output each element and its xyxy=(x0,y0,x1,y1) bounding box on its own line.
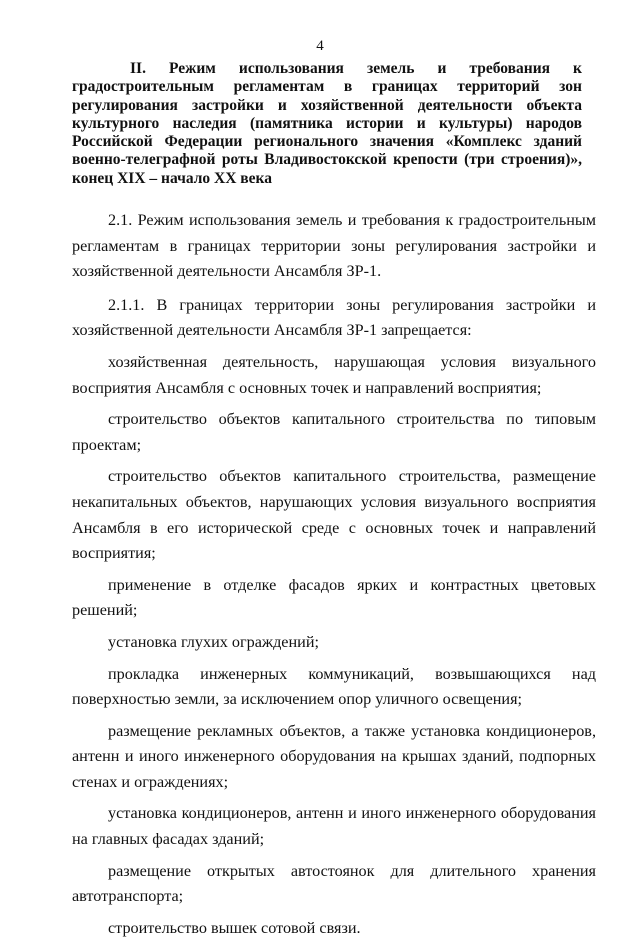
heading-line: Российской Федерации регионального значения «Комплекс зданий xyxy=(72,133,582,151)
list-item: строительство объектов капитального строительства, размещение некапитальных объектов, нарушающих условия визуального восприятия Ансамбля в его исторической среде с основных точек и направлений восприятия; xyxy=(72,467,596,563)
list-item: применение в отделке фасадов ярких и контрастных цветовых решений; xyxy=(72,575,596,620)
paragraph-2-1: 2.1. Режим использования земель и требования к градостроительным регламентам в границах территории зоны регулирования застройки и хозяйственной деятельности Ансамбля ЗР-1. xyxy=(72,211,596,281)
page-number: 4 xyxy=(316,38,324,54)
list-item: прокладка инженерных коммуникаций, возвышающихся над поверхностью земли, за исключением опор уличного освещения; xyxy=(72,664,596,709)
document-body xyxy=(72,208,596,941)
section-heading xyxy=(72,60,582,188)
heading-line: конец XIX – начало XX века xyxy=(72,169,272,187)
list-item: размещение открытых автостоянок для длительного хранения автотранспорта; xyxy=(72,861,596,906)
heading-line: градостроительным регламентам в границах территорий зон xyxy=(72,78,582,96)
list-item: размещение рекламных объектов, а также установка кондиционеров, антенн и иного инженерного оборудования на крышах зданий, подпорных стенах и ограждениях; xyxy=(72,721,596,791)
list-item: установка кондиционеров, антенн и иного инженерного оборудования на главных фасадах зданий; xyxy=(72,804,596,849)
list-item: строительство вышек сотовой связи. xyxy=(108,918,361,937)
list-item: строительство объектов капитального строительства по типовым проектам; xyxy=(72,410,596,454)
heading-line: II. Режим использования земель и требования к xyxy=(130,60,582,77)
paragraph-2-1-1: 2.1.1. В границах территории зоны регулирования застройки и хозяйственной деятельности Ансамбля ЗР-1 запрещается: xyxy=(72,295,596,340)
heading-line: культурного наследия (памятника истории и культуры) народов xyxy=(72,114,582,132)
list-item: установка глухих ограждений; xyxy=(108,632,319,651)
list-item: хозяйственная деятельность, нарушающая условия визуального восприятия Ансамбля с основных точек и направлений восприятия; xyxy=(72,352,596,397)
heading-line: военно-телеграфной роты Владивостокской крепости (три строения)», xyxy=(72,151,582,169)
heading-line: регулирования застройки и хозяйственной деятельности объекта xyxy=(72,96,582,114)
